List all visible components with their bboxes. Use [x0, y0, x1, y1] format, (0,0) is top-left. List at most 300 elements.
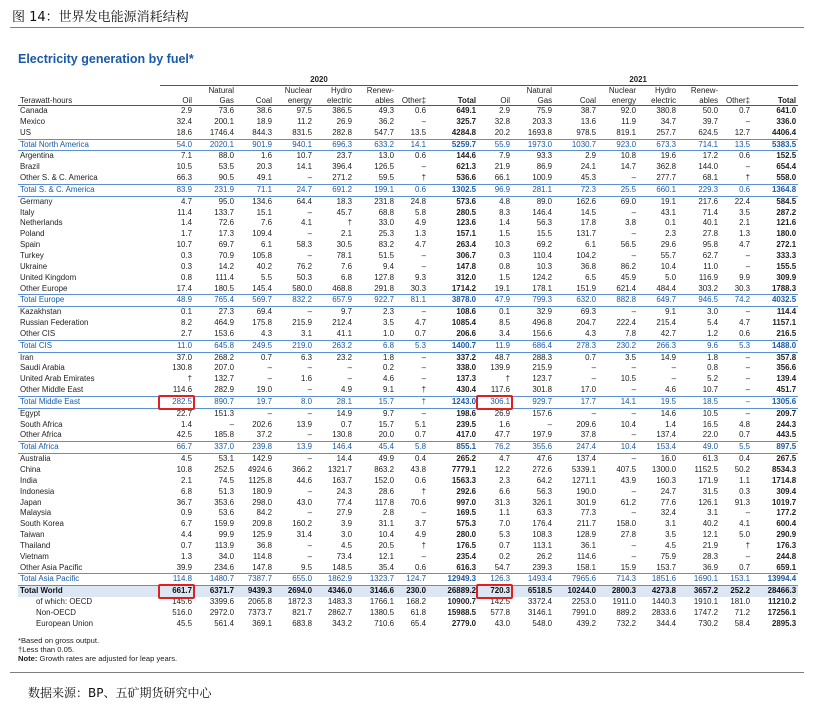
table-cell: 34.7: [660, 116, 677, 126]
table-row: [18, 385, 798, 396]
table-cell: 1872.3: [287, 597, 312, 607]
table-cell: 180.9: [252, 486, 272, 496]
table-cell: 5.3: [499, 530, 511, 540]
table-cell: 561.4: [214, 618, 234, 628]
table-cell: 95.0: [218, 196, 234, 206]
table-cell: 484.4: [656, 283, 677, 293]
table-cell: 69.0: [620, 196, 637, 206]
row-label: South Korea: [20, 519, 64, 529]
table-cell: 7.9: [499, 151, 511, 161]
table-cell: 55.9: [478, 139, 512, 151]
note-label: Note:: [18, 654, 38, 664]
table-cell: 1019.7: [771, 497, 797, 507]
table-row: [18, 208, 798, 219]
table-cell: 2833.6: [651, 607, 677, 617]
table-cell: 1271.1: [571, 475, 597, 485]
table-cell: 68.1: [702, 173, 719, 183]
table-cell: 171.9: [698, 475, 719, 485]
table-cell: 584.5: [776, 196, 797, 206]
table-cell: 14.9: [336, 408, 352, 418]
table-cell: 890.7: [194, 396, 236, 408]
table-cell: 108.6: [456, 307, 477, 317]
table-cell: 36.9: [702, 562, 719, 572]
table-cell: 17.4: [176, 283, 192, 293]
table-cell: 2.1: [341, 229, 352, 239]
table-cell: 69.2: [536, 240, 553, 250]
table-cell: 0.3: [499, 250, 511, 260]
table-cell: 4.1: [739, 519, 751, 529]
table-cell: 641.0: [776, 106, 797, 115]
row-label: Egypt: [20, 408, 41, 418]
table-cell: 2895.3: [771, 618, 797, 628]
table-row: [18, 374, 798, 385]
table-cell: 114.4: [776, 307, 797, 317]
column-header-top: Hydro: [330, 86, 352, 95]
table-cell: 209.6: [576, 419, 597, 429]
table-cell: 64.4: [296, 196, 312, 206]
table-cell: 267.5: [776, 454, 797, 464]
table-cell: –: [267, 374, 272, 384]
table-cell: 5339.1: [571, 465, 597, 474]
table-cell: 24.7: [660, 486, 677, 496]
table-cell: 219.0: [274, 340, 314, 352]
unit-label: Terawatt-hours: [18, 96, 160, 106]
table-cell: 24.7: [274, 184, 314, 196]
table-cell: 7.1: [181, 151, 192, 161]
row-label: China: [20, 465, 41, 474]
column-header-top: Hydro: [655, 86, 677, 95]
table-cell: 282.5: [160, 396, 194, 408]
table-cell: 130.8: [332, 430, 352, 440]
table-cell: 336.0: [776, 116, 797, 126]
table-row: [18, 262, 798, 273]
table-cell: 356.6: [776, 363, 797, 373]
table-cell: 152.0: [374, 475, 394, 485]
table-cell: 19.5: [638, 396, 678, 408]
table-cell: 0.7: [739, 562, 751, 572]
table-cell: 660.1: [638, 184, 678, 196]
table-cell: 696.3: [314, 139, 354, 151]
table-cell: 1.6: [301, 374, 312, 384]
table-row: [18, 352, 798, 363]
table-cell: 0.7: [739, 430, 751, 440]
table-cell: –: [631, 307, 637, 317]
table-cell: 1.2: [707, 328, 719, 338]
table-cell: 633.2: [354, 139, 396, 151]
table-cell: 855.1: [428, 442, 478, 454]
table-cell: 69.3: [580, 307, 597, 317]
table-cell: 2.3: [665, 229, 677, 239]
table-row: [18, 318, 798, 329]
column-header: Other‡: [720, 96, 752, 106]
table-cell: 720.3: [478, 586, 512, 597]
table-cell: 51.5: [378, 250, 394, 260]
table-cell: 710.6: [374, 618, 394, 628]
table-cell: 3.5: [739, 207, 751, 217]
table-cell: 14.4: [336, 454, 352, 464]
table-cell: –: [745, 363, 751, 373]
table-row: [18, 541, 798, 552]
table-cell: 3.9: [341, 519, 352, 529]
table-cell: 53.5: [218, 162, 234, 172]
table-cell: 3.0: [341, 530, 352, 540]
table-cell: 10.3: [494, 240, 511, 250]
table-cell: 36.7: [176, 497, 192, 507]
table-cell: 4.5: [181, 454, 192, 464]
table-cell: 14.9: [660, 352, 677, 362]
table-cell: 3657.2: [678, 586, 720, 597]
column-header: Coal: [554, 96, 598, 106]
table-cell: 1.1: [739, 475, 751, 485]
table-cell: 61.8: [410, 607, 426, 617]
row-label: Thailand: [20, 540, 51, 550]
table-notes: [18, 636, 798, 664]
table-cell: 88.0: [218, 151, 234, 161]
table-cell: 158.0: [616, 519, 637, 529]
table-cell: 27.3: [218, 307, 234, 317]
table-cell: 204.7: [576, 318, 597, 328]
table-cell: 4.9: [341, 385, 352, 395]
table-cell: 1302.5: [428, 184, 478, 196]
table-cell: –: [547, 419, 553, 429]
table-row: [18, 284, 798, 295]
table-cell: 137.4: [576, 454, 597, 464]
table-cell: 353.6: [214, 497, 234, 507]
table-cell: 0.8: [181, 272, 192, 282]
column-header: Gas: [194, 96, 236, 106]
table-cell: 130.8: [172, 363, 192, 373]
table-cell: 714.3: [598, 574, 638, 586]
row-label: Ukraine: [20, 261, 48, 271]
table-cell: –: [631, 508, 637, 518]
table-cell: 45.9: [620, 272, 637, 282]
table-cell: –: [745, 508, 751, 518]
table-cell: 36.8: [256, 540, 272, 550]
table-cell: †: [187, 374, 192, 384]
table-cell: 280.0: [456, 530, 477, 540]
table-cell: 337.2: [456, 352, 477, 362]
region-total-row: [18, 295, 798, 307]
row-label: Non-OECD: [36, 607, 76, 617]
table-cell: 3.5: [625, 352, 637, 362]
column-header-top: Natural: [526, 86, 553, 95]
table-cell: –: [307, 408, 312, 418]
table-cell: 22.7: [176, 408, 192, 418]
table-row: [18, 106, 798, 117]
table-cell: 0.1: [181, 307, 192, 317]
table-cell: 9.7: [383, 408, 394, 418]
row-label: Total S. & C. America: [18, 184, 160, 196]
table-cell: –: [745, 250, 751, 260]
table-cell: 48.7: [494, 352, 511, 362]
table-cell: 222.4: [616, 318, 637, 328]
table-cell: 92.0: [620, 106, 637, 115]
row-label: Russian Federation: [20, 318, 89, 328]
table-cell: 14.1: [598, 396, 638, 408]
table-row: [18, 430, 798, 441]
table-cell: 43.1: [660, 207, 677, 217]
table-cell: 9.7: [341, 307, 352, 317]
table-cell: –: [745, 261, 751, 271]
table-cell: 127.8: [374, 272, 394, 282]
table-cell: 168.2: [406, 597, 426, 607]
table-cell: 2.9: [181, 106, 192, 115]
table-cell: –: [631, 551, 637, 561]
table-cell: 326.1: [532, 497, 553, 507]
column-header: energy: [598, 96, 638, 106]
row-label: United Kingdom: [20, 272, 77, 282]
table-cell: 6.7: [181, 519, 192, 529]
table-cell: 3.0: [707, 307, 719, 317]
table-cell: 19.1: [660, 196, 677, 206]
table-cell: –: [631, 229, 637, 239]
table-row: [18, 196, 798, 207]
table-cell: 4.7: [415, 318, 426, 328]
table-cell: 123.7: [532, 374, 553, 384]
table-cell: 176.3: [776, 540, 797, 550]
table-cell: 132.7: [214, 374, 234, 384]
table-cell: 0.6: [739, 151, 751, 161]
table-cell: 6.8: [354, 340, 396, 352]
table-cell: 20.3: [256, 162, 272, 172]
table-cell: 0.4: [739, 454, 751, 464]
table-cell: 39.9: [176, 562, 192, 572]
row-label: Brazil: [20, 162, 40, 172]
table-cell: 13.9: [274, 442, 314, 454]
table-cell: 2020.1: [194, 139, 236, 151]
table-cell: –: [307, 454, 312, 464]
table-cell: 2065.8: [247, 597, 272, 607]
table-cell: 239.5: [456, 419, 477, 429]
table-row: [18, 173, 798, 184]
row-label: Total Asia Pacific: [18, 574, 160, 586]
table-cell: 39.7: [702, 116, 719, 126]
table-cell: 40.2: [256, 261, 272, 271]
row-label: Total Middle East: [18, 396, 160, 408]
table-cell: 889.2: [616, 607, 637, 617]
table-cell: 9.1: [383, 385, 394, 395]
table-cell: 229.3: [678, 184, 720, 196]
table-cell: 69.7: [218, 240, 234, 250]
electricity-generation-table: [18, 75, 798, 630]
table-cell: 231.8: [374, 196, 394, 206]
table-cell: 48.9: [160, 295, 194, 307]
table-cell: 306.7: [456, 250, 477, 260]
table-cell: –: [631, 486, 637, 496]
table-cell: 10.5: [176, 162, 192, 172]
table-cell: 17.3: [218, 229, 234, 239]
table-cell: 4.5: [341, 540, 352, 550]
table-cell: 74.5: [218, 475, 234, 485]
table-cell: –: [421, 508, 426, 518]
table-cell: †: [745, 540, 751, 550]
table-cell: 65.4: [410, 618, 426, 628]
table-cell: †: [505, 374, 511, 384]
table-cell: 2.9: [499, 106, 511, 115]
table-cell: 49.1: [256, 173, 272, 183]
table-cell: 325.7: [456, 116, 477, 126]
table-cell: 244.8: [776, 551, 797, 561]
column-header: Coal: [236, 96, 274, 106]
table-cell: –: [307, 385, 312, 395]
table-cell: †: [421, 385, 426, 395]
table-cell: 22.0: [702, 430, 719, 440]
table-cell: 144.6: [456, 151, 477, 161]
table-cell: 95.8: [702, 240, 719, 250]
table-cell: 683.8: [292, 618, 312, 628]
table-cell: 40.1: [702, 218, 719, 228]
table-cell: 997.0: [456, 497, 477, 507]
table-cell: 13994.4: [752, 574, 798, 586]
table-cell: 282.9: [214, 385, 234, 395]
table-cell: 43.0: [494, 618, 511, 628]
table-cell: 0.6: [739, 328, 751, 338]
table-cell: 271.2: [332, 173, 352, 183]
table-cell: 43.8: [410, 465, 426, 474]
table-row: [18, 454, 798, 465]
table-cell: 3878.0: [428, 295, 478, 307]
table-cell: 268.2: [214, 352, 234, 362]
table-cell: 137.3: [456, 374, 477, 384]
table-cell: 11.9: [478, 340, 512, 352]
table-cell: 10.5: [702, 408, 719, 418]
table-cell: 396.4: [332, 162, 352, 172]
table-cell: 19.7: [236, 396, 274, 408]
table-row: [18, 128, 798, 139]
table-cell: 215.9: [292, 318, 312, 328]
table-cell: 197.9: [532, 430, 553, 440]
row-label: Other Europe: [20, 283, 68, 293]
table-cell: 1480.7: [194, 574, 236, 586]
table-cell: 3.7: [415, 519, 426, 529]
table-cell: 1243.0: [428, 396, 478, 408]
table-cell: 11.9: [621, 116, 637, 126]
top-divider: [10, 27, 804, 28]
table-cell: 386.5: [332, 106, 352, 115]
table-cell: 1.4: [499, 218, 511, 228]
table-cell: 9.4: [383, 261, 394, 271]
table-cell: 1.8: [383, 352, 394, 362]
table-title: Electricity generation by fuel*: [18, 52, 194, 66]
row-label: Kazakhstan: [20, 307, 62, 317]
table-cell: 1030.7: [554, 139, 598, 151]
table-cell: 6.1: [261, 240, 272, 250]
table-cell: 148.5: [332, 562, 352, 572]
table-cell: 0.7: [415, 430, 426, 440]
table-cell: 66.1: [494, 173, 511, 183]
table-cell: 28.1: [314, 396, 354, 408]
table-cell: 160.2: [292, 519, 312, 529]
table-cell: 58.3: [296, 240, 312, 250]
column-header-top: Nuclear: [608, 86, 637, 95]
table-cell: 621.4: [616, 283, 637, 293]
table-cell: 83.2: [378, 240, 394, 250]
table-cell: 153.6: [214, 328, 234, 338]
column-header-top: [720, 86, 752, 96]
table-cell: 99.9: [218, 530, 234, 540]
table-cell: 31.5: [702, 486, 719, 496]
table-cell: 831.5: [292, 127, 312, 137]
table-cell: 4284.8: [451, 127, 477, 137]
table-cell: 298.0: [252, 497, 272, 507]
year-2020-header: 2020: [160, 75, 478, 86]
table-cell: 181.0: [730, 597, 751, 607]
table-cell: 13.5: [410, 127, 426, 137]
table-cell: 56.5: [620, 240, 637, 250]
table-cell: 128.9: [576, 530, 597, 540]
row-label: Malaysia: [20, 508, 52, 518]
table-cell: 37.8: [580, 430, 597, 440]
table-cell: 1152.5: [694, 465, 719, 474]
table-cell: 157.6: [532, 408, 553, 418]
table-cell: 10.4: [598, 442, 638, 454]
table-cell: –: [307, 508, 312, 518]
table-cell: 277.7: [656, 173, 677, 183]
table-cell: –: [720, 396, 752, 408]
column-header: electric: [638, 96, 678, 106]
table-cell: 5259.7: [428, 139, 478, 151]
table-cell: 1.1: [499, 508, 511, 518]
table-cell: 24.3: [336, 486, 352, 496]
table-cell: 42.5: [176, 430, 192, 440]
table-cell: 4924.6: [247, 465, 272, 474]
table-cell: –: [421, 352, 426, 362]
table-cell: –: [347, 374, 352, 384]
column-header: ables: [678, 96, 720, 106]
table-cell: –: [421, 116, 426, 126]
table-cell: –: [591, 408, 597, 418]
table-cell: 863.2: [374, 465, 394, 474]
table-cell: 5.8: [415, 207, 426, 217]
table-cell: 153.1: [720, 574, 752, 586]
table-cell: 0.7: [415, 328, 426, 338]
column-header: Gas: [512, 96, 554, 106]
table-cell: 19.0: [256, 385, 272, 395]
table-cell: 2253.0: [571, 597, 597, 607]
table-cell: 27.8: [702, 229, 719, 239]
table-cell: 73.4: [336, 551, 352, 561]
table-cell: 61.2: [620, 497, 637, 507]
table-cell: 291.8: [374, 283, 394, 293]
table-cell: 1.4: [665, 419, 677, 429]
table-cell: 18.3: [336, 196, 352, 206]
column-header-row-1: [18, 86, 798, 96]
row-label: Total Europe: [18, 295, 160, 307]
table-cell: 4.7: [181, 196, 192, 206]
table-cell: 4.7: [415, 240, 426, 250]
table-cell: 239.8: [236, 442, 274, 454]
table-cell: 206.6: [456, 328, 477, 338]
table-cell: 6.6: [499, 486, 511, 496]
table-cell: 1693.8: [527, 127, 553, 137]
table-cell: 90.5: [218, 173, 234, 183]
table-cell: 230.2: [598, 340, 638, 352]
column-header-top: [236, 86, 274, 96]
table-cell: 4.1: [301, 218, 312, 228]
region-total-row: [18, 184, 798, 196]
table-row: [18, 563, 798, 574]
table-cell: –: [307, 486, 312, 496]
table-cell: 40.2: [702, 519, 719, 529]
table-cell: 244.3: [776, 419, 797, 429]
table-cell: 78.1: [336, 250, 352, 260]
table-cell: 632.0: [554, 295, 598, 307]
table-cell: 6.8: [341, 272, 352, 282]
column-header-top: [478, 86, 512, 96]
row-label: Spain: [20, 240, 41, 250]
table-cell: 1488.0: [752, 340, 798, 352]
table-cell: 145.6: [172, 597, 192, 607]
